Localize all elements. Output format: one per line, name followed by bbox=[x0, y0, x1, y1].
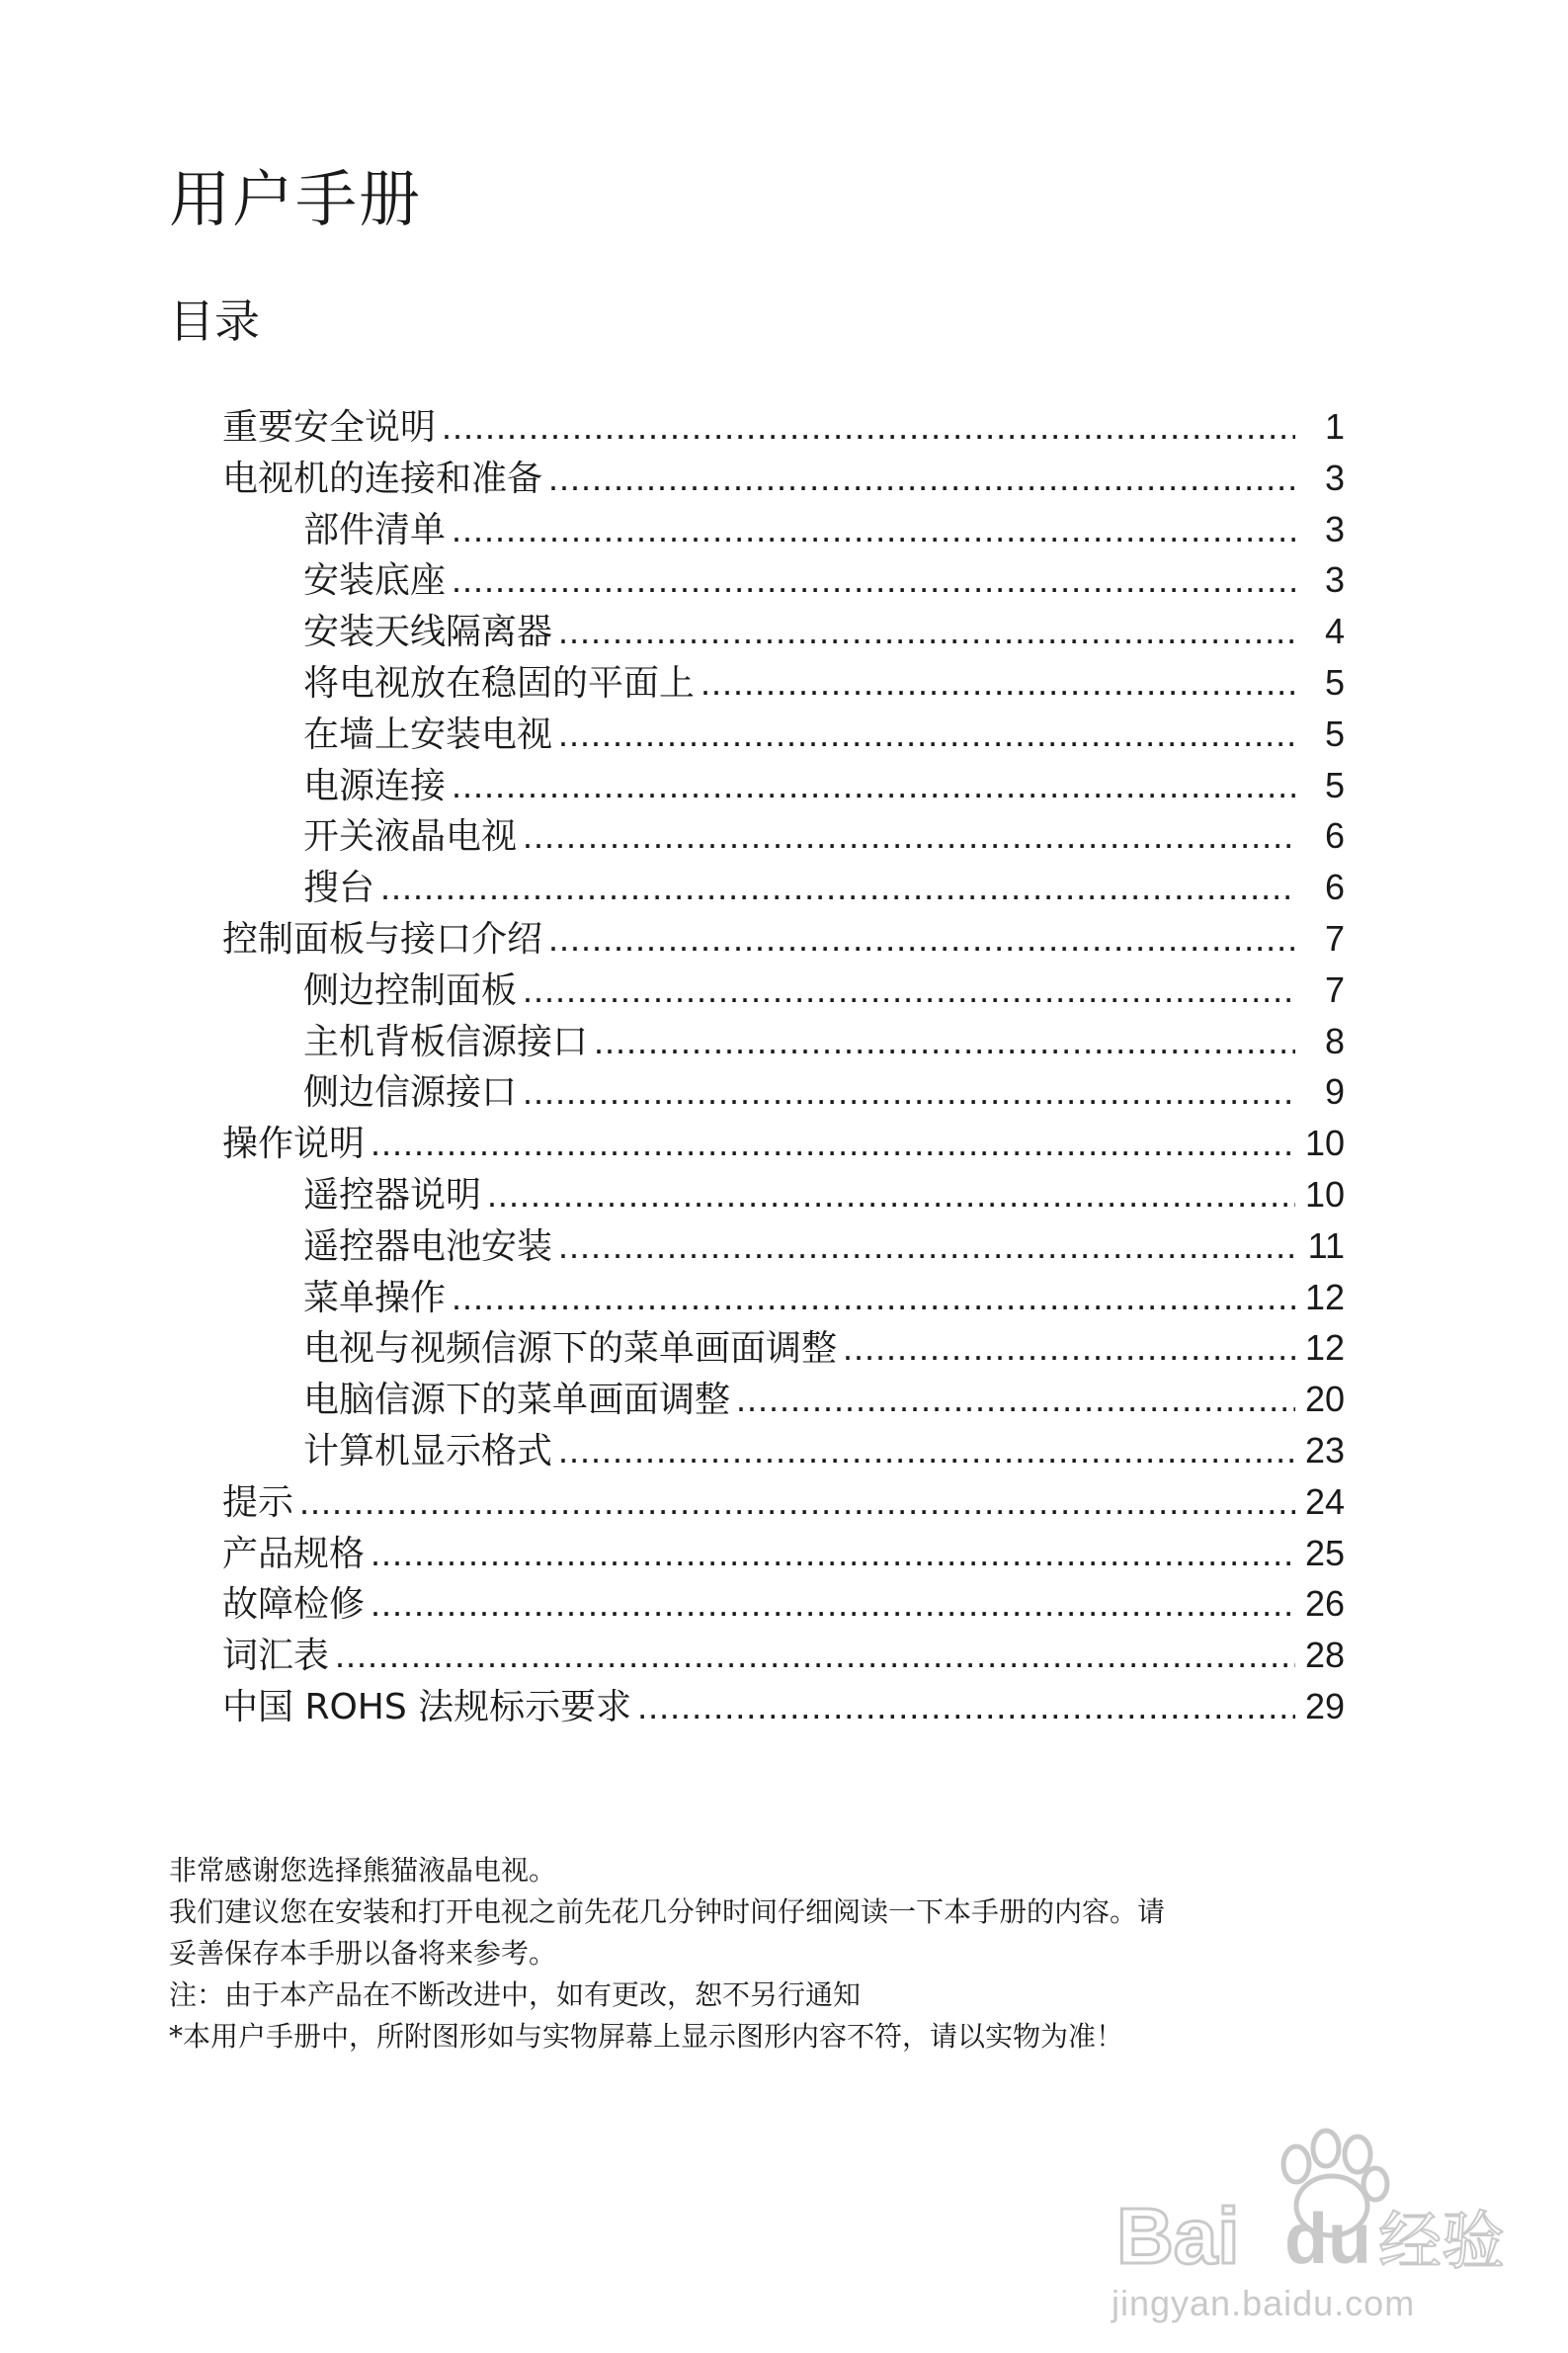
toc-entry-page: 11 bbox=[1307, 1224, 1345, 1266]
toc-entry bbox=[222, 810, 1345, 862]
toc-entry-label: 在墙上安装电视 bbox=[303, 714, 553, 755]
toc-leader-dots bbox=[843, 1322, 1295, 1374]
toc-entry bbox=[222, 760, 1345, 811]
toc-entry-label: 中国 ROHS 法规标示要求 bbox=[222, 1686, 632, 1727]
toc-leader-dots bbox=[487, 1169, 1295, 1220]
watermark-url: jingyan.baidu.com bbox=[1112, 2283, 1416, 2323]
toc-entry bbox=[222, 1220, 1345, 1272]
toc-entry bbox=[222, 1169, 1345, 1220]
toc-entry-page: 7 bbox=[1324, 968, 1345, 1010]
toc-entry-page: 24 bbox=[1304, 1480, 1345, 1522]
toc-entry-page: 3 bbox=[1324, 559, 1345, 601]
toc-leader-dots bbox=[452, 504, 1295, 555]
toc-entry-label: 遥控器说明 bbox=[303, 1174, 482, 1216]
toc-entry-page: 20 bbox=[1304, 1379, 1345, 1420]
toc-leader-dots bbox=[335, 1630, 1295, 1681]
svg-text:经验: 经验 bbox=[1378, 2206, 1505, 2279]
toc-entry-label: 搜台 bbox=[303, 868, 375, 909]
toc-entry bbox=[222, 504, 1345, 555]
toc-entry bbox=[222, 913, 1345, 965]
toc-entry-label: 电视与视频信源下的菜单画面调整 bbox=[303, 1328, 838, 1370]
toc-entry-page: 29 bbox=[1304, 1685, 1345, 1726]
svg-text:du: du bbox=[1284, 2200, 1371, 2279]
toc-entry-page: 12 bbox=[1304, 1276, 1345, 1317]
toc-leader-dots bbox=[371, 1578, 1295, 1630]
toc-leader-dots bbox=[736, 1374, 1295, 1425]
toc-entry bbox=[222, 1374, 1345, 1425]
toc-entry-label: 安装天线隔离器 bbox=[303, 612, 553, 653]
toc-entry bbox=[222, 1528, 1345, 1579]
toc-entry-label: 将电视放在稳固的平面上 bbox=[303, 662, 696, 704]
read-advice-note: 我们建议您在安装和打开电视之前先花几分钟时间仔细阅读一下本手册的内容。请 bbox=[169, 1895, 1166, 1928]
toc-entry-label: 电视机的连接和准备 bbox=[222, 458, 543, 499]
toc-entry-label: 电源连接 bbox=[303, 765, 447, 806]
toc-entry-page: 26 bbox=[1304, 1583, 1345, 1625]
toc-entry-label: 重要安全说明 bbox=[222, 407, 437, 448]
toc-leader-dots bbox=[523, 810, 1295, 862]
toc-entry-page: 9 bbox=[1324, 1071, 1345, 1113]
toc-entry bbox=[222, 965, 1345, 1016]
toc-entry-label: 故障检修 bbox=[222, 1584, 366, 1626]
toc-entry bbox=[222, 1118, 1345, 1169]
keep-manual-note: 妥善保存本手册以备将来参考。 bbox=[169, 1937, 557, 1970]
toc-entry-label: 计算机显示格式 bbox=[303, 1430, 553, 1471]
toc-entry-page: 1 bbox=[1324, 406, 1345, 447]
toc-leader-dots bbox=[558, 709, 1295, 760]
toc-leader-dots bbox=[548, 913, 1295, 965]
toc-entry-label: 菜单操作 bbox=[303, 1277, 447, 1318]
toc-entry bbox=[222, 554, 1345, 606]
toc-entry-page: 3 bbox=[1324, 508, 1345, 549]
toc-entry-label: 电脑信源下的菜单画面调整 bbox=[303, 1380, 731, 1421]
intro-notes bbox=[169, 1850, 1355, 2058]
toc-leader-dots bbox=[380, 862, 1295, 913]
change-notice: 注：由于本产品在不断改进中，如有更改，恕不另行通知 bbox=[169, 1978, 862, 2011]
toc-entry-label: 提示 bbox=[222, 1481, 294, 1523]
toc-entry bbox=[222, 1016, 1345, 1067]
toc-entry-page: 23 bbox=[1304, 1429, 1345, 1471]
toc-entry bbox=[222, 657, 1345, 709]
toc-leader-dots bbox=[637, 1681, 1295, 1732]
toc-entry-page: 6 bbox=[1324, 867, 1345, 908]
toc-leader-dots bbox=[548, 453, 1295, 504]
toc-leader-dots bbox=[452, 554, 1295, 606]
table-of-contents bbox=[222, 401, 1345, 1732]
toc-entry-page: 10 bbox=[1304, 1173, 1345, 1215]
toc-entry-page: 25 bbox=[1304, 1532, 1345, 1573]
toc-entry bbox=[222, 1272, 1345, 1323]
toc-entry bbox=[222, 1630, 1345, 1681]
toc-leader-dots bbox=[371, 1528, 1295, 1579]
toc-entry bbox=[222, 401, 1345, 453]
toc-entry-page: 5 bbox=[1324, 661, 1345, 703]
toc-leader-dots bbox=[371, 1118, 1295, 1169]
toc-entry bbox=[222, 1425, 1345, 1476]
toc-entry-page: 4 bbox=[1324, 611, 1345, 652]
toc-heading: 目录 bbox=[169, 294, 260, 348]
toc-entry-label: 产品规格 bbox=[222, 1533, 366, 1574]
toc-entry-label: 安装底座 bbox=[303, 560, 447, 602]
toc-entry-page: 5 bbox=[1324, 713, 1345, 754]
toc-leader-dots bbox=[558, 1220, 1295, 1272]
toc-entry bbox=[222, 1681, 1345, 1732]
toc-entry bbox=[222, 1066, 1345, 1118]
toc-entry-label: 部件清单 bbox=[303, 509, 447, 550]
toc-entry bbox=[222, 1476, 1345, 1528]
toc-entry-page: 10 bbox=[1304, 1123, 1345, 1164]
thanks-note: 非常感谢您选择熊猫液晶电视。 bbox=[169, 1854, 557, 1887]
toc-entry-page: 8 bbox=[1324, 1020, 1345, 1061]
toc-entry-label: 遥控器电池安装 bbox=[303, 1225, 553, 1267]
toc-leader-dots bbox=[523, 965, 1295, 1016]
figure-disclaimer: *本用户手册中，所附图形如与实物屏幕上显示图形内容不符，请以实物为准！ bbox=[169, 2020, 1124, 2053]
toc-leader-dots bbox=[594, 1016, 1295, 1067]
toc-entry-page: 3 bbox=[1324, 457, 1345, 498]
toc-entry-label: 主机背板信源接口 bbox=[303, 1021, 589, 1062]
toc-entry bbox=[222, 1578, 1345, 1630]
toc-leader-dots bbox=[558, 606, 1295, 657]
toc-entry bbox=[222, 606, 1345, 657]
toc-entry bbox=[222, 453, 1345, 504]
toc-leader-dots bbox=[452, 760, 1295, 811]
toc-entry bbox=[222, 1322, 1345, 1374]
toc-entry-page: 12 bbox=[1304, 1327, 1345, 1369]
toc-entry bbox=[222, 709, 1345, 760]
toc-leader-dots bbox=[299, 1476, 1295, 1528]
toc-entry-page: 7 bbox=[1324, 917, 1345, 959]
toc-leader-dots bbox=[701, 657, 1295, 709]
toc-entry-label: 开关液晶电视 bbox=[303, 816, 518, 858]
toc-entry-page: 6 bbox=[1324, 815, 1345, 857]
svg-text:Bai: Bai bbox=[1116, 2192, 1240, 2280]
toc-entry-label: 操作说明 bbox=[222, 1124, 366, 1165]
toc-entry-label: 侧边信源接口 bbox=[303, 1072, 518, 1114]
toc-leader-dots bbox=[442, 401, 1295, 453]
toc-leader-dots bbox=[452, 1272, 1295, 1323]
toc-leader-dots bbox=[523, 1066, 1295, 1118]
toc-entry-page: 28 bbox=[1304, 1635, 1345, 1676]
toc-leader-dots bbox=[558, 1425, 1295, 1476]
toc-entry bbox=[222, 862, 1345, 913]
toc-entry-page: 5 bbox=[1324, 764, 1345, 805]
page-title: 用户手册 bbox=[169, 163, 423, 235]
toc-entry-label: 侧边控制面板 bbox=[303, 969, 518, 1011]
toc-entry-label: 词汇表 bbox=[222, 1636, 330, 1677]
toc-entry-label: 控制面板与接口介绍 bbox=[222, 918, 543, 960]
